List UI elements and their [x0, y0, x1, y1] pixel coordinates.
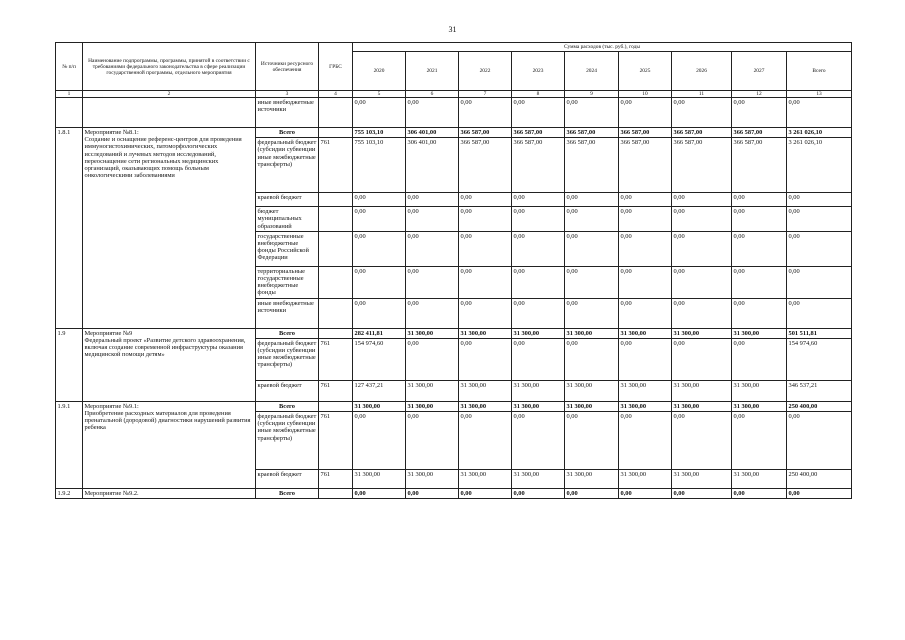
grbs-code — [319, 328, 353, 338]
total-value: 0,00 — [787, 266, 852, 298]
activity-name — [83, 98, 256, 128]
header-name: Наименование подпрограммы, программы, принятой в соответствии с требованиями федерального законодательства в сфере реализации государственной программы, отдельного мероприятия — [83, 43, 256, 91]
funding-source: территориальные государственные внебюджетные фонды — [256, 266, 319, 298]
header-year: 2025 — [619, 52, 672, 91]
total-value: 501 511,81 — [787, 328, 852, 338]
column-number: 10 — [619, 91, 672, 98]
total-value: 3 261 026,10 — [787, 128, 852, 138]
table-row — [56, 489, 852, 499]
total-value: 0,00 — [787, 193, 852, 207]
year-value: 0,00 — [512, 193, 565, 207]
row-number: 1.9 — [56, 328, 83, 401]
header-grbs: ГРБС — [319, 43, 353, 91]
year-value: 0,00 — [512, 489, 565, 499]
year-value: 0,00 — [406, 231, 459, 266]
year-value: 31 300,00 — [406, 470, 459, 489]
year-value: 31 300,00 — [459, 401, 512, 411]
header-year: 2027 — [732, 52, 787, 91]
grbs-code — [319, 401, 353, 411]
row-number: 1.9.2 — [56, 489, 83, 499]
year-value: 0,00 — [565, 298, 619, 328]
year-value: 31 300,00 — [406, 328, 459, 338]
header-no: № п/п — [56, 43, 83, 91]
grbs-code — [319, 298, 353, 328]
year-value: 0,00 — [512, 338, 565, 380]
year-value: 31 300,00 — [565, 470, 619, 489]
funding-source: федеральный бюджет (субсидии субвенции иные межбюджетные трансферты) — [256, 412, 319, 470]
year-value: 31 300,00 — [565, 401, 619, 411]
total-value: 0,00 — [787, 298, 852, 328]
year-value: 31 300,00 — [459, 328, 512, 338]
column-number: 11 — [672, 91, 732, 98]
grbs-code: 761 — [319, 380, 353, 401]
funding-source: Всего — [256, 401, 319, 411]
year-value: 31 300,00 — [512, 380, 565, 401]
year-value: 0,00 — [672, 489, 732, 499]
table-row — [56, 328, 852, 338]
year-value: 0,00 — [619, 266, 672, 298]
table-row — [56, 128, 852, 138]
year-value: 31 300,00 — [512, 401, 565, 411]
funding-source: бюджет муниципальных образований — [256, 207, 319, 232]
year-value: 31 300,00 — [619, 470, 672, 489]
header-source: Источники ресурсного обеспечения — [256, 43, 319, 91]
year-value: 31 300,00 — [672, 380, 732, 401]
total-value: 0,00 — [787, 207, 852, 232]
year-value: 366 587,00 — [565, 138, 619, 193]
year-value: 31 300,00 — [565, 380, 619, 401]
year-value: 0,00 — [353, 231, 406, 266]
year-value: 0,00 — [732, 207, 787, 232]
year-value: 0,00 — [565, 489, 619, 499]
year-value: 0,00 — [406, 266, 459, 298]
year-value: 366 587,00 — [512, 138, 565, 193]
year-value: 31 300,00 — [459, 380, 512, 401]
funding-source: Всего — [256, 489, 319, 499]
column-number: 8 — [512, 91, 565, 98]
column-number: 5 — [353, 91, 406, 98]
year-value: 0,00 — [459, 266, 512, 298]
year-value: 366 587,00 — [732, 138, 787, 193]
year-value: 0,00 — [672, 266, 732, 298]
year-value: 0,00 — [619, 207, 672, 232]
year-value: 31 300,00 — [459, 470, 512, 489]
year-value: 0,00 — [732, 338, 787, 380]
total-value: 0,00 — [787, 231, 852, 266]
year-value: 0,00 — [406, 298, 459, 328]
year-value: 755 103,10 — [353, 138, 406, 193]
year-value: 0,00 — [406, 338, 459, 380]
year-value: 31 300,00 — [565, 328, 619, 338]
year-value: 0,00 — [565, 338, 619, 380]
year-value: 31 300,00 — [353, 401, 406, 411]
year-value: 0,00 — [619, 231, 672, 266]
year-value: 306 401,00 — [406, 138, 459, 193]
year-value: 0,00 — [565, 412, 619, 470]
year-value: 31 300,00 — [672, 328, 732, 338]
year-value: 0,00 — [353, 193, 406, 207]
funding-source: Всего — [256, 128, 319, 138]
year-value: 282 411,81 — [353, 328, 406, 338]
header-year: 2023 — [512, 52, 565, 91]
year-value: 0,00 — [619, 338, 672, 380]
funding-source: краевой бюджет — [256, 193, 319, 207]
year-value: 0,00 — [459, 298, 512, 328]
funding-source: краевой бюджет — [256, 470, 319, 489]
year-value: 366 587,00 — [459, 138, 512, 193]
year-value: 0,00 — [672, 298, 732, 328]
year-value: 0,00 — [512, 98, 565, 128]
year-value: 31 300,00 — [619, 380, 672, 401]
year-value: 0,00 — [353, 298, 406, 328]
grbs-code: 761 — [319, 338, 353, 380]
year-value: 0,00 — [565, 266, 619, 298]
year-value: 0,00 — [459, 489, 512, 499]
year-value: 0,00 — [353, 412, 406, 470]
column-number: 9 — [565, 91, 619, 98]
funding-source: краевой бюджет — [256, 380, 319, 401]
header-year: 2020 — [353, 52, 406, 91]
table-header — [56, 43, 852, 98]
page-number: 31 — [448, 25, 457, 34]
year-value: 0,00 — [353, 489, 406, 499]
year-value: 0,00 — [672, 193, 732, 207]
year-value: 0,00 — [619, 193, 672, 207]
year-value: 0,00 — [619, 489, 672, 499]
year-value: 0,00 — [353, 266, 406, 298]
year-value: 366 587,00 — [672, 128, 732, 138]
year-value: 31 300,00 — [619, 401, 672, 411]
year-value: 31 300,00 — [406, 401, 459, 411]
header-year: 2026 — [672, 52, 732, 91]
column-number: 3 — [256, 91, 319, 98]
total-value: 250 400,00 — [787, 470, 852, 489]
column-number: 7 — [459, 91, 512, 98]
year-value: 0,00 — [619, 298, 672, 328]
year-value: 0,00 — [672, 207, 732, 232]
year-value: 0,00 — [353, 207, 406, 232]
year-value: 0,00 — [459, 98, 512, 128]
year-value: 0,00 — [619, 98, 672, 128]
total-value: 0,00 — [787, 98, 852, 128]
year-value: 0,00 — [619, 412, 672, 470]
year-value: 0,00 — [732, 98, 787, 128]
year-value: 31 300,00 — [619, 328, 672, 338]
year-value: 31 300,00 — [406, 380, 459, 401]
year-value: 0,00 — [406, 207, 459, 232]
year-value: 31 300,00 — [672, 401, 732, 411]
funding-source: Всего — [256, 328, 319, 338]
year-value: 0,00 — [406, 98, 459, 128]
column-number: 6 — [406, 91, 459, 98]
header-year: 2022 — [459, 52, 512, 91]
table-body — [56, 98, 852, 499]
funding-source: федеральный бюджет (субсидии субвенции иные межбюджетные трансферты) — [256, 338, 319, 380]
year-value: 0,00 — [459, 193, 512, 207]
year-value: 0,00 — [406, 412, 459, 470]
year-value: 0,00 — [672, 412, 732, 470]
header-year: 2024 — [565, 52, 619, 91]
year-value: 0,00 — [406, 193, 459, 207]
year-value: 0,00 — [672, 338, 732, 380]
year-value: 127 437,21 — [353, 380, 406, 401]
activity-name: Мероприятие №9 Федеральный проект «Развитие детского здравоохранения, включая создание современной инфраструктуры оказания медицинской помощи детям» — [83, 328, 256, 401]
year-value: 366 587,00 — [512, 128, 565, 138]
year-value: 0,00 — [732, 266, 787, 298]
grbs-code: 761 — [319, 412, 353, 470]
year-value: 0,00 — [565, 207, 619, 232]
year-value: 0,00 — [459, 338, 512, 380]
grbs-code — [319, 193, 353, 207]
funding-source: государственные внебюджетные фонды Российской Федерации — [256, 231, 319, 266]
year-value: 0,00 — [565, 231, 619, 266]
total-value: 0,00 — [787, 412, 852, 470]
column-number: 4 — [319, 91, 353, 98]
table-row — [56, 98, 852, 128]
total-value: 250 400,00 — [787, 401, 852, 411]
grbs-code: 761 — [319, 470, 353, 489]
column-number: 1 — [56, 91, 83, 98]
year-value: 0,00 — [512, 298, 565, 328]
year-value: 0,00 — [732, 193, 787, 207]
grbs-code: 761 — [319, 138, 353, 193]
total-value: 0,00 — [787, 489, 852, 499]
year-value: 0,00 — [672, 231, 732, 266]
total-value: 346 537,21 — [787, 380, 852, 401]
year-value: 366 587,00 — [459, 128, 512, 138]
grbs-code — [319, 207, 353, 232]
year-value: 366 587,00 — [565, 128, 619, 138]
activity-name: Мероприятие №8.1: Создание и оснащение референс-центров для проведения иммуногистохимических, патоморфологических исследований и лучевых методов исследований, переоснащение сети региональных медицинских организаций, оказывающих помощь больным онкологическими заболеваниями — [83, 128, 256, 329]
funding-source: иные внебюджетные источники — [256, 98, 319, 128]
header-sum: Сумма расходов (тыс. руб.), годы — [353, 43, 852, 52]
year-value: 154 974,60 — [353, 338, 406, 380]
year-value: 0,00 — [732, 489, 787, 499]
year-value: 31 300,00 — [672, 470, 732, 489]
year-value: 0,00 — [459, 207, 512, 232]
total-value: 154 974,60 — [787, 338, 852, 380]
grbs-code — [319, 231, 353, 266]
budget-table — [55, 42, 852, 499]
year-value: 31 300,00 — [512, 328, 565, 338]
year-value: 0,00 — [512, 266, 565, 298]
grbs-code — [319, 98, 353, 128]
year-value: 755 103,10 — [353, 128, 406, 138]
header-total: Всего — [787, 52, 852, 91]
total-value: 3 261 026,10 — [787, 138, 852, 193]
table-row — [56, 401, 852, 411]
year-value: 0,00 — [353, 98, 406, 128]
funding-source: иные внебюджетные источники — [256, 298, 319, 328]
year-value: 366 587,00 — [619, 128, 672, 138]
column-number: 2 — [83, 91, 256, 98]
year-value: 31 300,00 — [512, 470, 565, 489]
year-value: 31 300,00 — [732, 380, 787, 401]
year-value: 31 300,00 — [732, 401, 787, 411]
activity-name: Мероприятие №9.1: Приобретение расходных материалов для проведения пренатальной (дородовой) диагностики нарушений развития ребенка — [83, 401, 256, 488]
year-value: 31 300,00 — [732, 470, 787, 489]
year-value: 366 587,00 — [672, 138, 732, 193]
year-value: 0,00 — [459, 231, 512, 266]
header-year: 2021 — [406, 52, 459, 91]
year-value: 366 587,00 — [619, 138, 672, 193]
row-number: 1.9.1 — [56, 401, 83, 488]
year-value: 0,00 — [459, 412, 512, 470]
year-value: 31 300,00 — [353, 470, 406, 489]
year-value: 0,00 — [512, 412, 565, 470]
year-value: 0,00 — [406, 489, 459, 499]
row-number: 1.8.1 — [56, 128, 83, 329]
year-value: 306 401,00 — [406, 128, 459, 138]
row-number — [56, 98, 83, 128]
year-value: 0,00 — [512, 231, 565, 266]
year-value: 0,00 — [732, 298, 787, 328]
grbs-code — [319, 128, 353, 138]
year-value: 0,00 — [565, 98, 619, 128]
year-value: 31 300,00 — [732, 328, 787, 338]
column-number: 12 — [732, 91, 787, 98]
grbs-code — [319, 489, 353, 499]
funding-source: федеральный бюджет (субсидии субвенции иные межбюджетные трансферты) — [256, 138, 319, 193]
activity-name: Мероприятие №9.2. — [83, 489, 256, 499]
year-value: 0,00 — [732, 412, 787, 470]
year-value: 366 587,00 — [732, 128, 787, 138]
year-value: 0,00 — [565, 193, 619, 207]
year-value: 0,00 — [672, 98, 732, 128]
year-value: 0,00 — [512, 207, 565, 232]
grbs-code — [319, 266, 353, 298]
column-number: 13 — [787, 91, 852, 98]
year-value: 0,00 — [732, 231, 787, 266]
